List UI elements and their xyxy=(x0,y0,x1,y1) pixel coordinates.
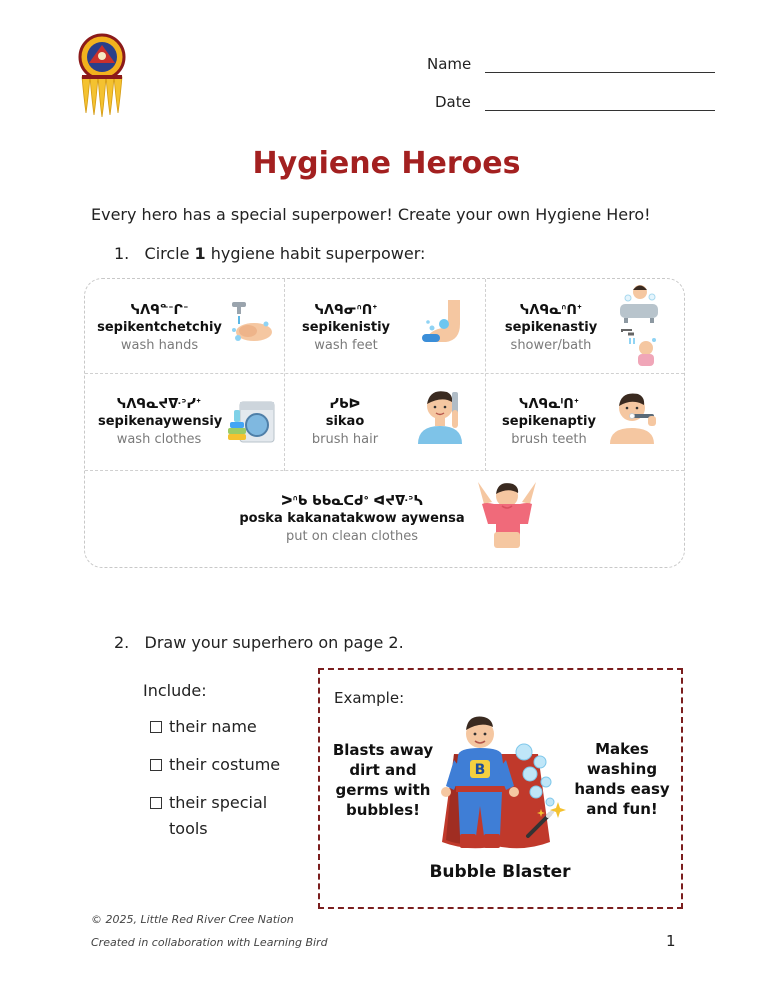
habit-cree: sepikentchetchiy xyxy=(97,320,222,335)
caption-line: germs with xyxy=(335,781,431,799)
caption-line: bubbles! xyxy=(346,801,420,819)
page-number: 1 xyxy=(666,932,676,950)
date-line[interactable] xyxy=(485,110,715,111)
question-1-prefix: Circle xyxy=(144,244,195,263)
checklist-item-name[interactable] xyxy=(150,714,257,740)
checklist-item-label: their name xyxy=(169,717,257,736)
grid-divider xyxy=(485,279,486,471)
washing-hands-icon xyxy=(226,298,276,348)
habit-syllabics: ᓭᐱᑫᓇᑊᑎᐩ xyxy=(519,397,579,412)
bath-shower-icon xyxy=(616,282,662,368)
caption-line: and fun! xyxy=(586,800,658,818)
caption-line: Makes xyxy=(595,740,649,758)
habit-english: put on clean clothes xyxy=(286,529,418,544)
brushing-teeth-icon xyxy=(608,388,662,444)
cree-nation-logo xyxy=(74,33,130,117)
habit-english: wash hands xyxy=(120,338,199,353)
checklist-item-label: tools xyxy=(169,819,208,838)
habit-english: wash feet xyxy=(314,338,378,353)
checkbox[interactable] xyxy=(150,759,162,771)
question-1-suffix: hygiene habit superpower: xyxy=(205,244,426,263)
habit-syllabics: ᓭᐱᑫᓇᐢᑎᐩ xyxy=(519,303,583,318)
habit-syllabics: ᓯᑲᐅ xyxy=(329,397,361,412)
intro-text: Every hero has a special superpower! Create your own Hygiene Hero! xyxy=(91,205,651,224)
habit-syllabics: ᓭᐱᑫᓐᐨᒋᐨ xyxy=(130,303,189,318)
grid-divider xyxy=(85,373,684,374)
footer-credit: Created in collaboration with Learning Bird xyxy=(91,936,328,949)
grid-divider xyxy=(284,279,285,471)
hero-badge-letter: B xyxy=(474,762,486,778)
question-1-number: 1. xyxy=(114,244,130,263)
washing-feet-icon xyxy=(418,298,470,348)
habit-syllabics: ᐳᐢᑲ ᑲᑲᓇᑕᑯᐤ ᐊᔪᐍᐣᓴ xyxy=(281,494,423,509)
habit-syllabics: ᓭᐱᑫᓂᐢᑎᐩ xyxy=(314,303,378,318)
habit-english: wash clothes xyxy=(116,432,202,447)
question-1 xyxy=(114,244,425,263)
habit-cree: sepikenastiy xyxy=(504,320,598,335)
brushing-hair-icon xyxy=(414,386,470,444)
question-2-text: Draw your superhero on page 2. xyxy=(144,633,404,652)
hero-name: Bubble Blaster xyxy=(429,862,571,882)
habit-cree: sepikenistiy xyxy=(301,320,391,335)
habit-shower-bath[interactable] xyxy=(496,302,606,355)
checkbox[interactable] xyxy=(150,721,162,733)
washing-machine-icon xyxy=(226,398,278,446)
example-right-caption xyxy=(566,739,678,819)
name-label: Name xyxy=(427,55,472,73)
habit-cree: sepikenaptiy xyxy=(502,414,596,429)
habit-english: shower/bath xyxy=(510,338,592,353)
habit-english: brush teeth xyxy=(511,432,587,447)
habit-cree: sepikenaywensiy xyxy=(98,414,223,429)
caption-line: hands easy xyxy=(574,780,670,798)
habit-english: brush hair xyxy=(311,432,379,447)
caption-line: washing xyxy=(586,760,658,778)
question-2-number: 2. xyxy=(114,633,130,652)
caption-line: Blasts away xyxy=(332,741,434,759)
example-label: Example: xyxy=(334,689,405,707)
checkbox[interactable] xyxy=(150,797,162,809)
checklist-item-tools-continued xyxy=(169,816,208,842)
habit-cree: poska kakanatakwow aywensa xyxy=(239,511,465,526)
checklist-item-label: their costume xyxy=(169,755,281,774)
habit-wash-feet[interactable] xyxy=(296,302,396,355)
include-label: Include: xyxy=(143,681,207,700)
habit-brush-hair[interactable] xyxy=(300,396,390,449)
caption-line: dirt and xyxy=(349,761,417,779)
checklist-item-tools[interactable] xyxy=(150,790,267,816)
superhero-illustration xyxy=(436,712,566,858)
habit-brush-teeth[interactable] xyxy=(496,396,602,449)
name-line[interactable] xyxy=(485,72,715,73)
checklist-item-costume[interactable] xyxy=(150,752,280,778)
question-2 xyxy=(114,633,404,652)
date-label: Date xyxy=(435,93,471,111)
grid-divider xyxy=(85,470,684,471)
habit-wash-clothes[interactable] xyxy=(98,396,223,449)
habit-clean-clothes[interactable] xyxy=(236,493,468,546)
example-left-caption xyxy=(328,740,438,820)
clean-clothes-icon xyxy=(474,480,540,548)
habit-wash-hands[interactable] xyxy=(92,302,227,355)
question-1-bold: 1 xyxy=(194,244,206,263)
habit-syllabics: ᓭᐱᑫᓇᔪᐍᐣᓯᐩ xyxy=(116,397,202,412)
page-title: Hygiene Heroes xyxy=(252,146,521,181)
checklist-item-label: their special xyxy=(169,793,268,812)
habit-cree: sikao xyxy=(325,414,365,429)
footer-copyright: © 2025, Little Red River Cree Nation xyxy=(91,913,294,926)
